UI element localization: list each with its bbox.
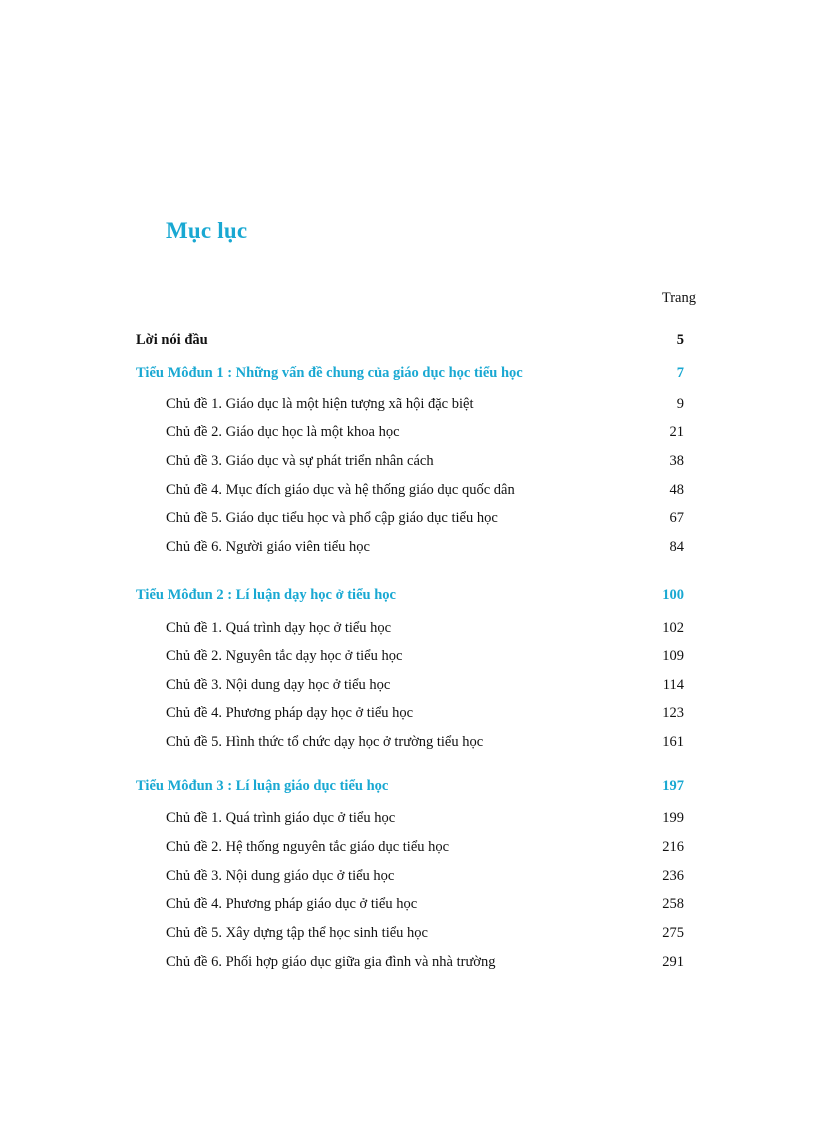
toc-topic-page: 275 [662,925,684,941]
toc-topic-page: 48 [669,482,684,498]
page-column-header: Trang [661,290,696,306]
toc-topic-page: 109 [662,648,684,664]
toc-module-label: Tiểu Môđun 3 : Lí luận giáo dục tiểu học [136,778,389,794]
toc-topic-label: Chủ đề 6. Phối hợp giáo dục giữa gia đình và nhà trường [166,954,496,970]
toc-topic [0,702,816,724]
toc-topic [0,479,816,501]
toc-topic-label: Chủ đề 5. Giáo dục tiểu học và phổ cập giáo dục tiểu học [166,510,498,526]
toc-module-label: Tiểu Môđun 2 : Lí luận dạy học ở tiểu học [136,587,396,603]
toc-topic [0,674,816,696]
toc-title: Mục lục [166,218,248,243]
toc-topic-label: Chủ đề 1. Quá trình giáo dục ở tiểu học [166,810,396,826]
toc-topic-page: 114 [662,677,684,693]
toc-topic-page: 236 [662,868,684,884]
toc-module-label: Tiểu Môđun 1 : Những vấn đề chung của giáo dục học tiểu học [136,365,523,381]
toc-topic-label: Chủ đề 4. Phương pháp dạy học ở tiểu học [166,705,414,721]
toc-entry-label: Lời nói đầu [136,332,208,348]
toc-topic-label: Chủ đề 2. Giáo dục học là một khoa học [166,424,400,440]
toc-topic-label: Chủ đề 6. Người giáo viên tiểu học [166,539,370,555]
toc-module-page: 7 [676,365,684,381]
toc-topic-label: Chủ đề 2. Hệ thống nguyên tắc giáo dục tiểu học [166,839,450,855]
toc-topic-label: Chủ đề 3. Nội dung dạy học ở tiểu học [166,677,391,693]
toc-topic-page: 21 [669,424,684,440]
toc-module-2 [0,584,816,606]
toc-topic [0,922,816,944]
toc-topic-label: Chủ đề 2. Nguyên tắc dạy học ở tiểu học [166,648,403,664]
toc-topic [0,865,816,887]
toc-module-1 [0,362,816,384]
toc-topic-page: 102 [662,620,684,636]
toc-module-page: 100 [662,587,684,603]
toc-topic-label: Chủ đề 5. Hình thức tổ chức dạy học ở trường tiểu học [166,734,484,750]
toc-topic [0,421,816,443]
toc-topic [0,617,816,639]
toc-entry-foreword [0,329,816,351]
toc-topic [0,536,816,558]
toc-topic-label: Chủ đề 3. Giáo dục và sự phát triển nhân cách [166,453,434,469]
toc-topic [0,645,816,667]
toc-topic-label: Chủ đề 1. Giáo dục là một hiện tượng xã hội đặc biệt [166,396,474,412]
toc-topic [0,807,816,829]
toc-module-page: 197 [662,778,684,794]
toc-topic [0,507,816,529]
toc-topic-page: 216 [662,839,684,855]
toc-topic [0,951,816,973]
toc-entry-page: 5 [676,332,684,348]
toc-topic-page: 161 [662,734,684,750]
toc-topic [0,836,816,858]
toc-topic-page: 9 [676,396,684,412]
toc-topic-page: 67 [669,510,684,526]
toc-topic-label: Chủ đề 1. Quá trình dạy học ở tiểu học [166,620,392,636]
toc-topic-label: Chủ đề 3. Nội dung giáo dục ở tiểu học [166,868,395,884]
toc-topic-page: 291 [662,954,684,970]
toc-topic [0,393,816,415]
toc-topic-label: Chủ đề 4. Phương pháp giáo dục ở tiểu học [166,896,418,912]
toc-topic-label: Chủ đề 4. Mục đích giáo dục và hệ thống giáo dục quốc dân [166,482,515,498]
toc-topic [0,450,816,472]
toc-topic [0,731,816,753]
toc-topic [0,893,816,915]
toc-topic-page: 84 [669,539,684,555]
toc-topic-page: 258 [662,896,684,912]
toc-topic-page: 123 [662,705,684,721]
toc-topic-page: 199 [662,810,684,826]
toc-topic-page: 38 [669,453,684,469]
toc-module-3 [0,775,816,797]
toc-topic-label: Chủ đề 5. Xây dựng tập thể học sinh tiểu học [166,925,428,941]
